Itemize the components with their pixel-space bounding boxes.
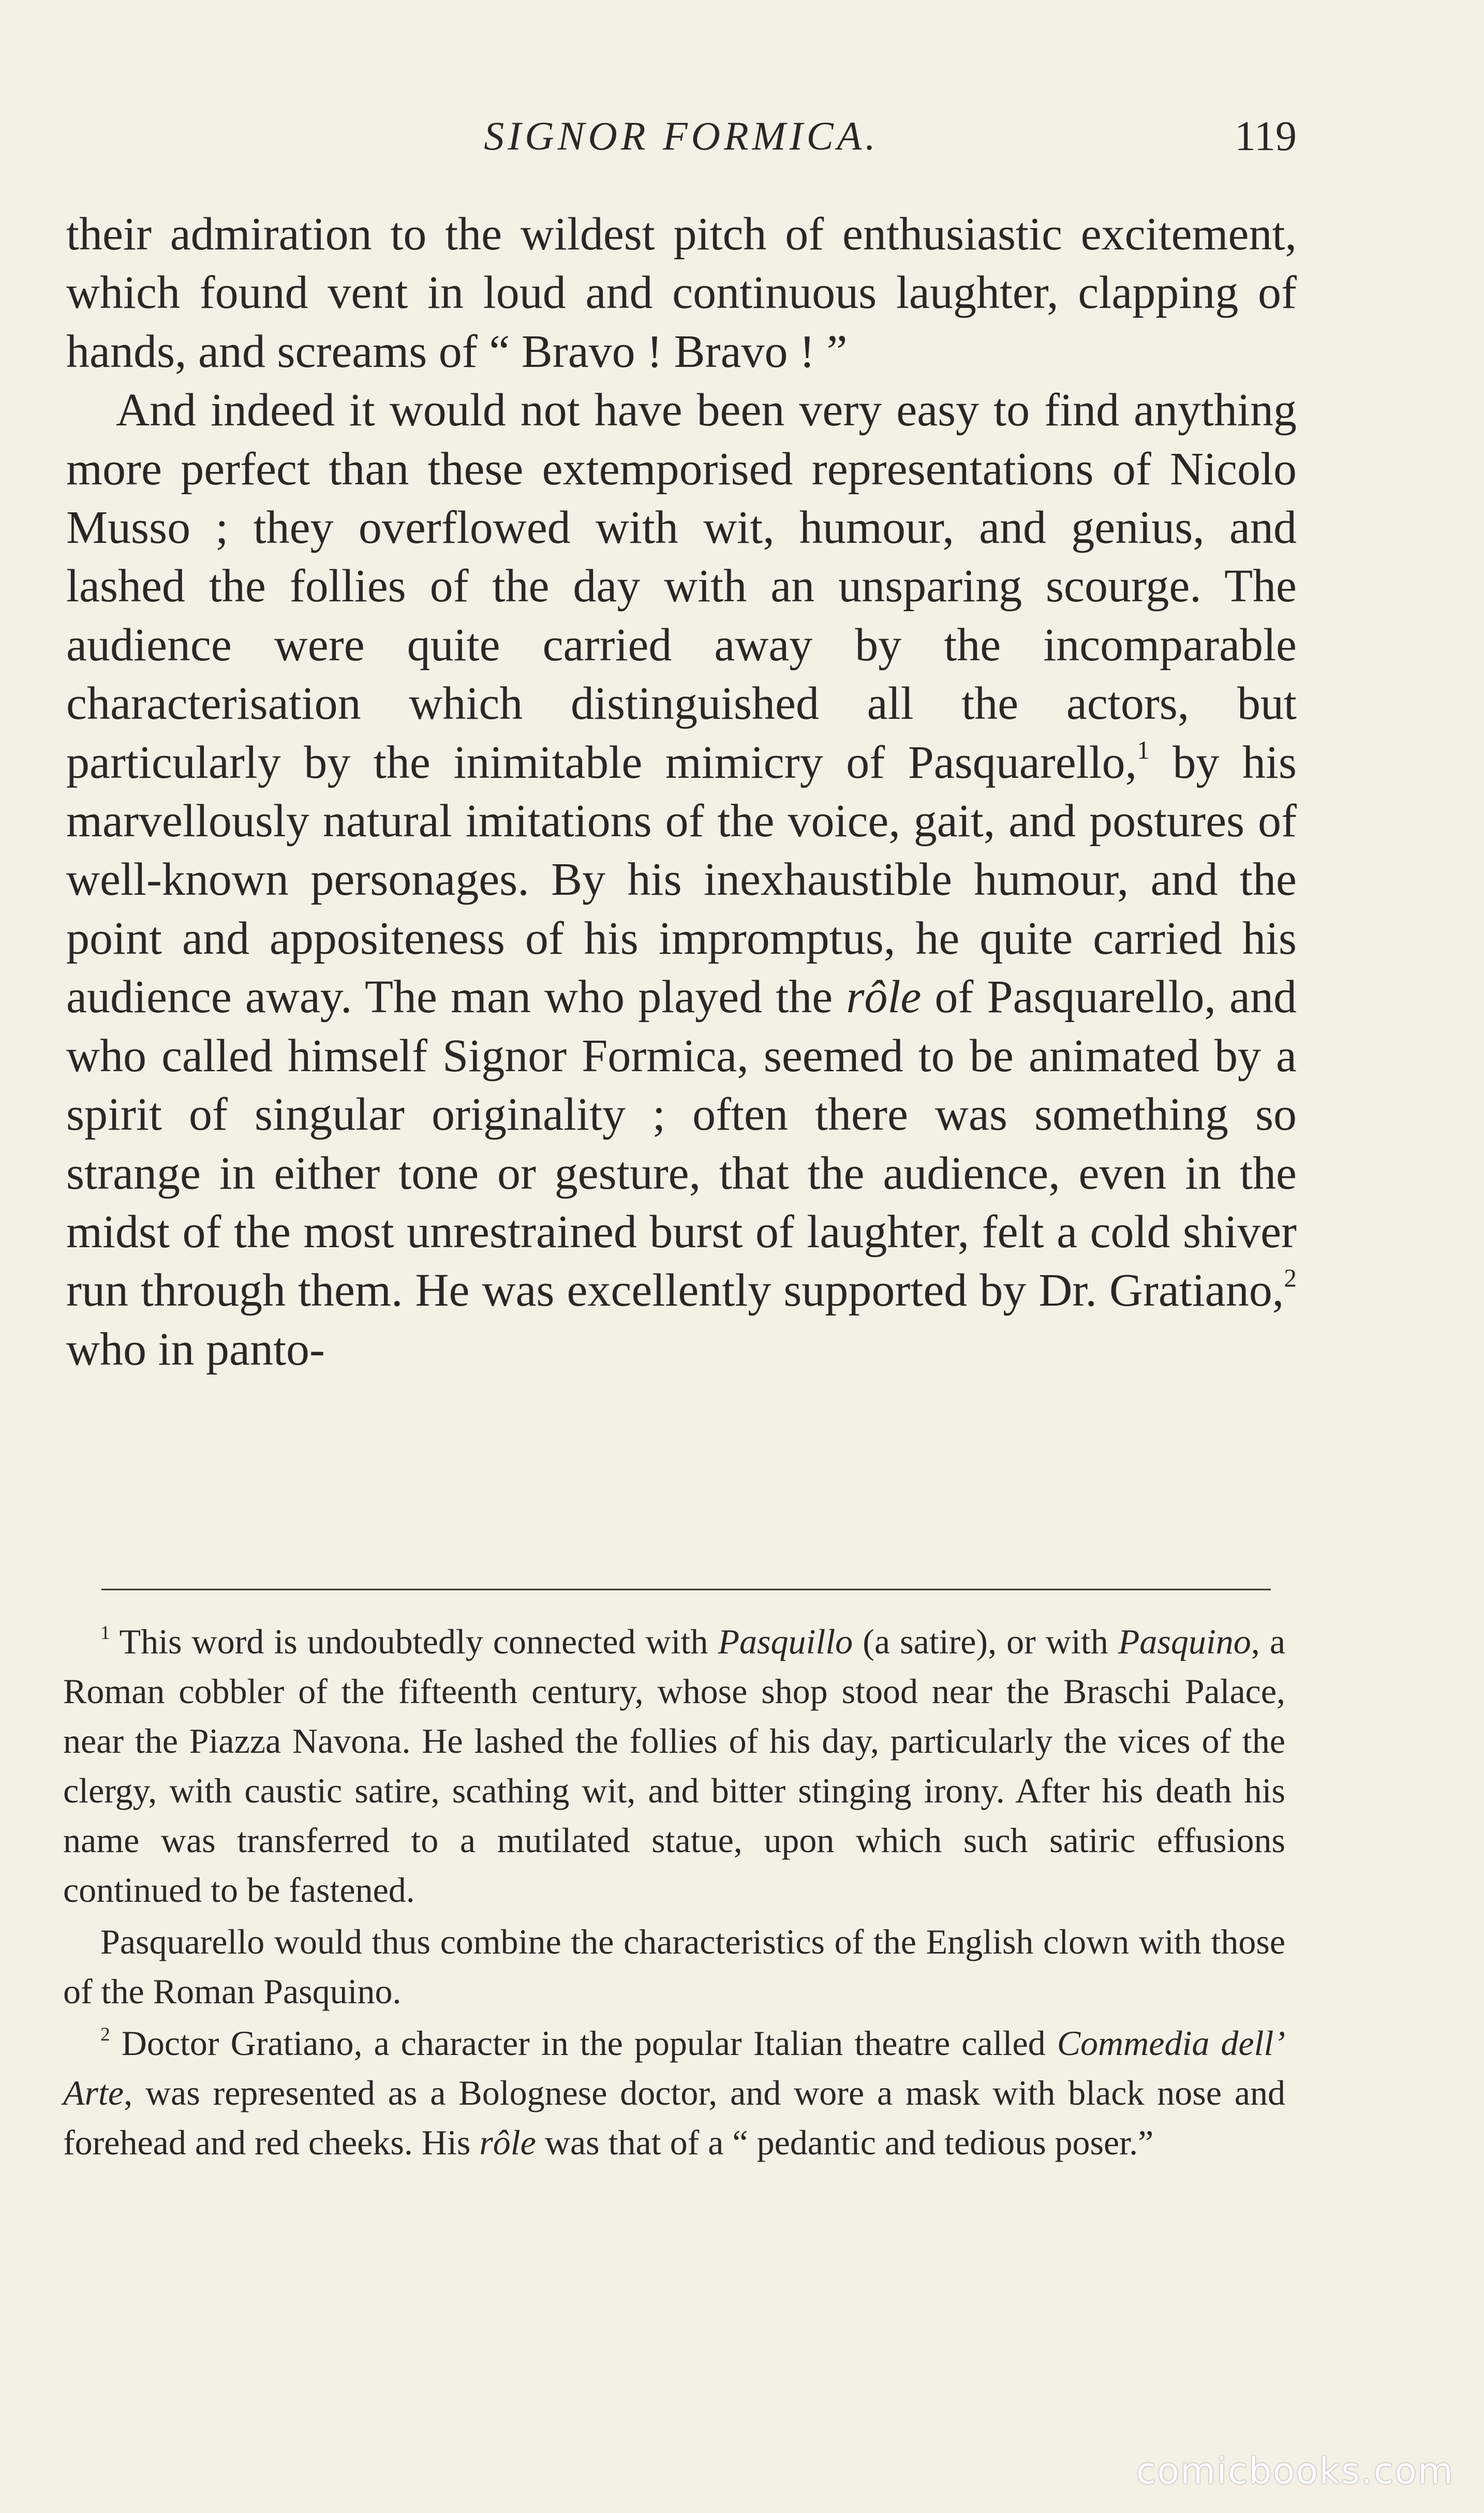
footnote-2-text-a: Doctor Gratiano, a character in the popular Italian theatre called [110, 2023, 1057, 2063]
running-title: SIGNOR FORMICA. [484, 113, 879, 158]
body-paragraph-2-text-c: of Pasquarello, and who called himself Signor Formica, seemed to be animated by a spirit of singular originality ; often there was something so strange in either tone or gesture, that the audience, even in the midst of the most unrestrained burst of laughter, felt a cold shiver run through them. He was excellently supported by Dr. Gratiano, [66, 971, 1297, 1317]
body-text [66, 205, 1297, 1379]
footnote-2-text-b: , was represented as a Bolognese doctor, and wore a mask with black nose and forehead and red cheeks. His [63, 2073, 1285, 2162]
footnote-1 [63, 1617, 1285, 1915]
footnote-1-text-b: (a satire), or with [853, 1622, 1118, 1661]
footnote-1-italic-b: Pasquino [1118, 1622, 1251, 1661]
footnote-1-italic-a: Pasquillo [718, 1622, 853, 1661]
footnote-1-marker: 1 [100, 1622, 110, 1644]
footnote-separator-rule [101, 1589, 1271, 1590]
italic-role-word: rôle [846, 971, 922, 1023]
footnote-1-text-c: , a Roman cobbler of the fifteenth century, whose shop stood near the Braschi Palace, near the Piazza Navona. He lashed the follies of his day, particularly the vices of the clergy, with caustic satire, scathing wit, and bitter stinging irony. After his death his name was transferred to a mutilated statue, upon which such satiric effusions continued to be fastened. [63, 1622, 1286, 1910]
body-paragraph-2-text-d: who in panto- [66, 1323, 325, 1375]
body-paragraph-1: their admiration to the wildest pitch of enthusiastic excitement, which found vent in loud and continuous laughter, clapping of hands, and screams of “ Bravo ! Bravo ! ” [66, 209, 1297, 377]
body-paragraph-2 [66, 381, 1297, 1379]
footnote-2-italic-b: rôle [479, 2123, 536, 2162]
footnote-2-italic-a: Commedia dell’ Arte [63, 2023, 1285, 2112]
footnote-2-text-c: was that of a “ pedantic and tedious poser.” [536, 2123, 1154, 2162]
footnote-2-marker: 2 [100, 2023, 110, 2045]
footnotes [63, 1617, 1285, 2167]
page-header [66, 108, 1297, 165]
footnote-ref-2: 2 [1284, 1264, 1297, 1293]
body-paragraph-2-text-a: And indeed it would not have been very easy to find anything more perfect than these extemporised representations of Nicolo Musso ; they overflowed with wit, humour, and genius, and lashed the follies of the day with an unsparing scourge. The audience were quite carried away by the incomparable characterisation which distinguished all the actors, but particularly by the inimitable mimicry of Pasquarello, [66, 385, 1297, 788]
footnote-2 [63, 2018, 1285, 2167]
watermark-logo: comicbooks.com [1136, 2450, 1454, 2492]
footnote-1-continuation: Pasquarello would thus combine the characteristics of the English clown with those of the Roman Pasquino. [63, 1922, 1285, 2011]
footnote-1-text-a: This word is undoubtedly connected with [110, 1622, 718, 1661]
body-paragraph-2-text-b: by his marvellously natural imitations of the voice, gait, and postures of well-known personages. By his inexhaustible humour, and the point and appositeness of his impromptus, he quite carried his audience away. The man who played the [66, 736, 1297, 1023]
footnote-ref-1: 1 [1137, 735, 1150, 764]
page-number: 119 [1235, 112, 1297, 159]
